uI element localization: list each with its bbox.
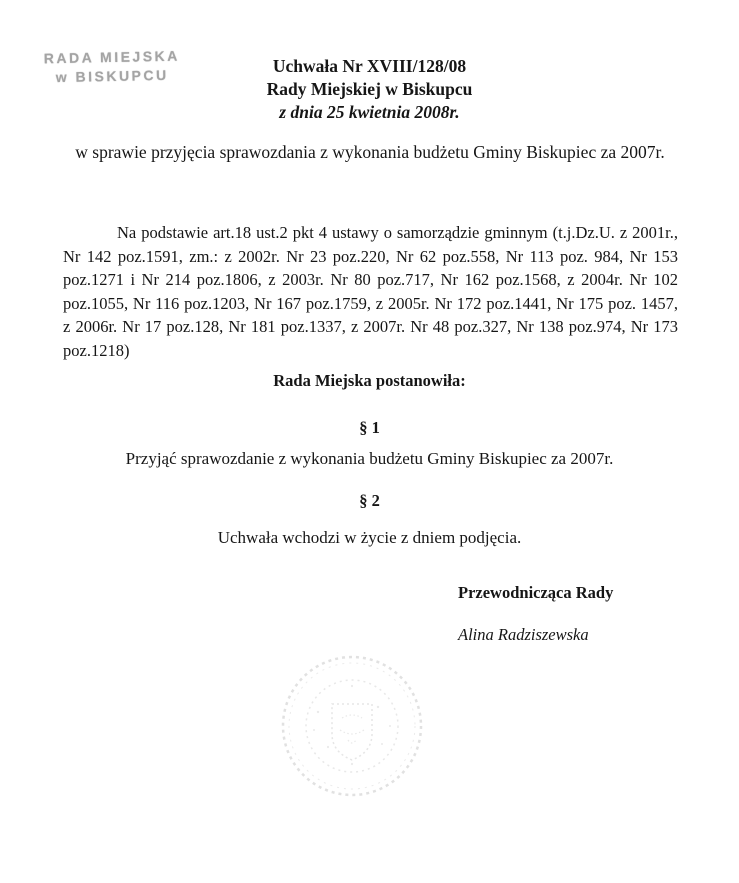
resolution-date: z dnia 25 kwietnia 2008r. [279, 102, 460, 122]
council-name: Rady Miejskiej w Biskupcu [266, 79, 473, 99]
section-1-number: § 1 [359, 418, 380, 437]
signature-block [458, 583, 688, 645]
resolution-number: Uchwała Nr XVIII/128/08 [272, 56, 467, 76]
stamp-line-1: RADA MIEJSKA [43, 47, 180, 67]
signatory-title: Przewodnicząca Rady [458, 583, 614, 602]
stamp-line-2: w BISKUPCU [55, 66, 169, 86]
signatory-name: Alina Radziszewska [458, 625, 589, 644]
section-2-text: Uchwała wchodzi w życie z dniem podjęcia. [217, 528, 522, 547]
resolution-title-block [0, 55, 739, 124]
section-2-number: § 2 [359, 491, 380, 510]
round-seal-icon [278, 652, 426, 800]
resolution-subject: w sprawie przyjęcia sprawozdania z wykonania budżetu Gminy Biskupiec za 2007r. [75, 142, 665, 162]
section-1-text: Przyjąć sprawozdanie z wykonania budżetu Gminy Biskupiec za 2007r. [125, 449, 614, 468]
resolution-heading: Rada Miejska postanowiła: [273, 371, 466, 390]
legal-basis-paragraph: Na podstawie art.18 ust.2 pkt 4 ustawy o samorządzie gminnym (t.j.Dz.U. z 2001r., Nr 142 poz.1591, zm.: z 2002r. Nr 23 poz.220, Nr 62 poz.558, Nr 113 poz. 984, Nr 153 poz.1271 i Nr 214 poz.1806, z 2003r. Nr 80 poz.717, Nr 162 poz.1568, z 2004r. Nr 102 poz.1055, Nr 116 poz.1203, Nr 167 poz.1759, z 2005r. Nr 172 poz.1441, Nr 175 poz. 1457, z 2006r. Nr 17 poz.128, Nr 181 poz.1337, z 2007r. Nr 48 poz.327, Nr 138 poz.974, Nr 173 poz.1218) [63, 223, 678, 360]
